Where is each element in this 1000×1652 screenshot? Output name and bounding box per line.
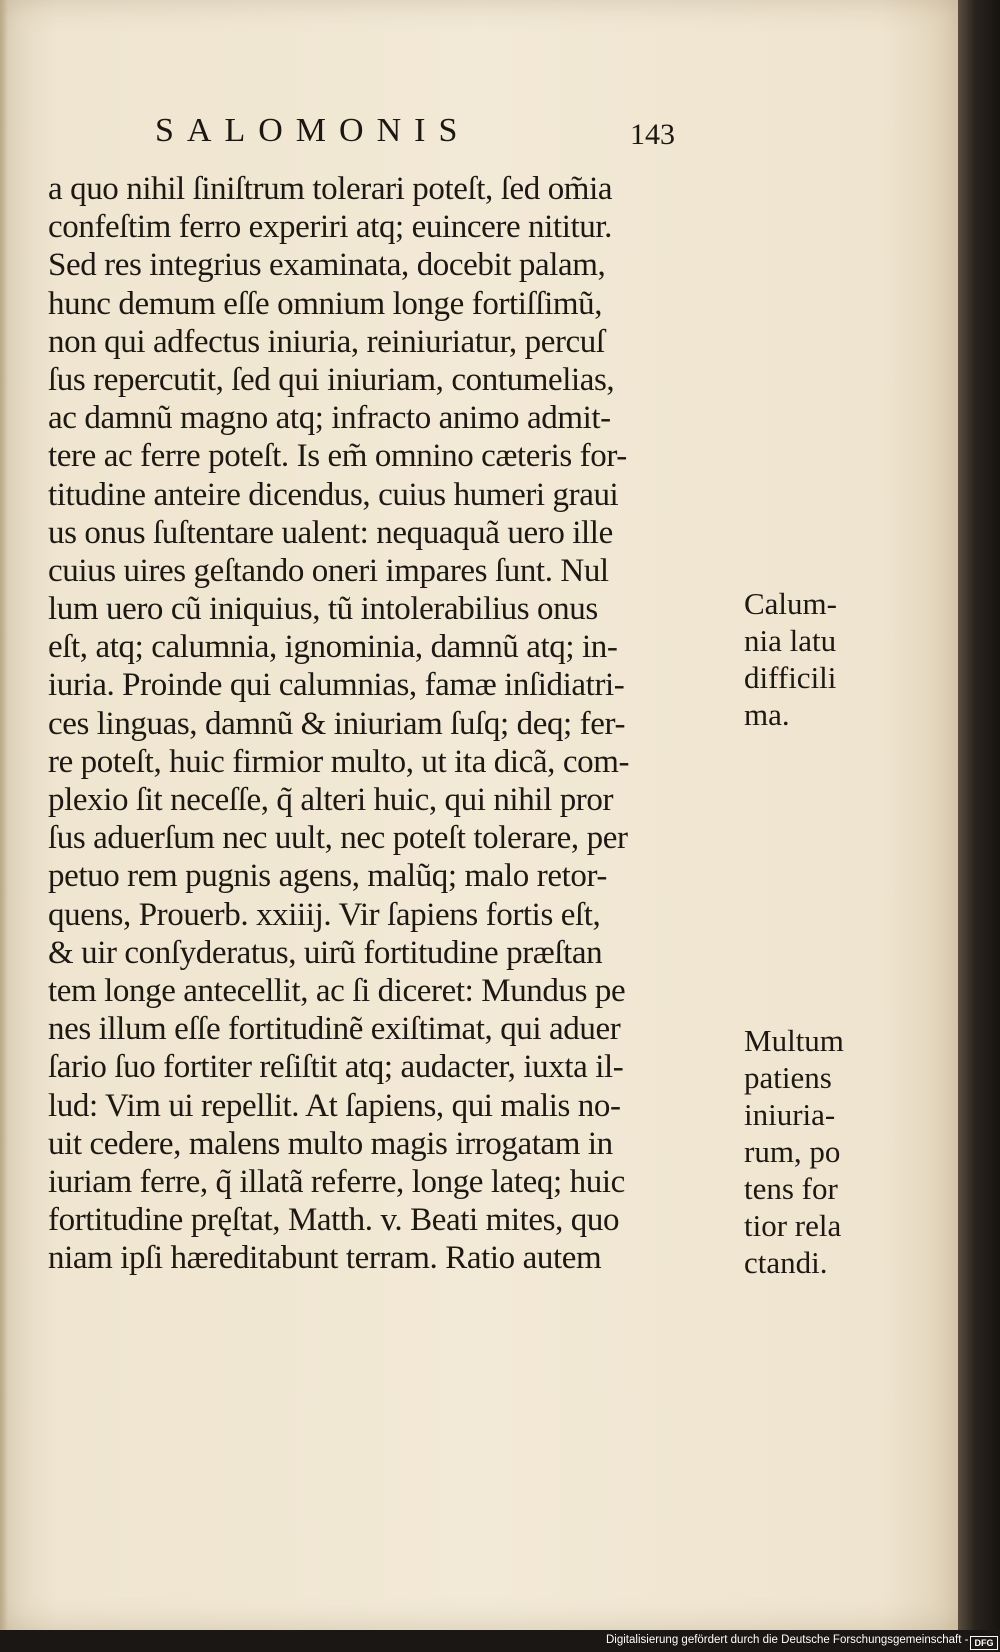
text-line: & uir conſyderatus, uirũ fortitudine præſtan bbox=[48, 934, 603, 971]
text-line: ac damnũ magno atq; infracto animo admit- bbox=[48, 400, 611, 437]
text-line: quens, Prouerb. xxiiij. Vir ſapiens fortis eſt, bbox=[48, 896, 601, 933]
text-line: us onus ſuſtentare ualent: nequaquã uero ille bbox=[48, 514, 613, 551]
digitization-credit: Digitalisierung gefördert durch die Deutsche Forschungsgemeinschaft - bbox=[606, 1634, 969, 1646]
text-line: uit cedere, malens multo magis irrogatam in bbox=[48, 1125, 613, 1162]
margin-note-line: tens for bbox=[744, 1171, 838, 1206]
text-line: petuo rem pugnis agens, malũq; malo retor- bbox=[48, 858, 607, 895]
text-line: tere ac ferre poteſt. Is em̃ omnino cæteris for- bbox=[48, 438, 627, 475]
text-line: re poteſt, huic firmior multo, ut ita dicã, com- bbox=[48, 743, 630, 780]
margin-note-line: ma. bbox=[744, 697, 790, 732]
margin-note-line: Calum- bbox=[744, 586, 837, 621]
text-line: Sed res integrius examinata, docebit palam, bbox=[48, 247, 606, 284]
text-line: plexio ſit neceſſe, q̃ alteri huic, qui nihil pror bbox=[48, 782, 614, 818]
margin-note-line: ctandi. bbox=[744, 1245, 828, 1280]
text-line: titudine anteire dicendus, cuius humeri graui bbox=[48, 476, 619, 513]
text-line: iuria. Proinde qui calumnias, famæ inſidiatri- bbox=[48, 667, 625, 704]
running-title: SALOMONIS bbox=[155, 112, 471, 149]
text-line: nes illum eſſe fortitudinẽ exiſtimat, qui aduer bbox=[48, 1011, 621, 1048]
text-line: ſus aduerſum nec uult, nec poteſt tolerare, per bbox=[48, 820, 628, 857]
text-line: tem longe antecellit, ac ſi diceret: Mundus pe bbox=[48, 972, 626, 1009]
text-line: ces linguas, damnũ & iniuriam ſuſq; deq; fer- bbox=[48, 705, 626, 742]
dfg-logo: DFG bbox=[970, 1636, 998, 1650]
text-line: non qui adfectus iniuria, reiniuriatur, percuſ bbox=[48, 323, 605, 360]
page-gutter-shadow bbox=[0, 0, 8, 1630]
text-line: lum uero cũ iniquius, tũ intolerabilius onus bbox=[48, 591, 598, 628]
margin-note-line: difficili bbox=[744, 660, 837, 695]
text-line: niam ipſi hæreditabunt terram. Ratio autem bbox=[48, 1240, 602, 1277]
text-line: ſus repercutit, ſed qui iniuriam, contumelias, bbox=[48, 361, 615, 398]
text-line: ſario ſuo fortiter reſiſtit atq; audacter, iuxta il- bbox=[48, 1049, 624, 1086]
margin-note-line: Multum bbox=[744, 1023, 844, 1058]
text-line: confeſtim ferro experiri atq; euincere nititur. bbox=[48, 209, 612, 246]
margin-note-line: iniuria- bbox=[744, 1097, 836, 1132]
book-edge bbox=[958, 0, 1000, 1630]
margin-note-calumnia bbox=[744, 585, 837, 733]
text-line: a quo nihil ſiniſtrum tolerari poteſt, ſed om̃ia bbox=[48, 171, 613, 207]
text-line: cuius uires geſtando oneri impares ſunt. Nul bbox=[48, 552, 609, 589]
text-line: eſt, atq; calumnia, ignominia, damnũ atq; in- bbox=[48, 629, 618, 666]
margin-note-line: nia latu bbox=[744, 623, 837, 658]
text-line: hunc demum eſſe omnium longe fortiſſimũ, bbox=[48, 285, 603, 322]
text-line: fortitudine pręſtat, Matth. v. Beati mites, quo bbox=[48, 1202, 620, 1239]
text-line: lud: Vim ui repellit. At ſapiens, qui malis no- bbox=[48, 1087, 621, 1124]
page-number: 143 bbox=[630, 118, 675, 151]
margin-note-line: patiens bbox=[744, 1060, 832, 1095]
margin-note-line: rum, po bbox=[744, 1134, 841, 1169]
main-text-block bbox=[48, 170, 738, 1277]
text-line: iuriam ferre, q̃ illatã referre, longe lateq; huic bbox=[48, 1163, 625, 1200]
margin-note-line: tior rela bbox=[744, 1208, 842, 1243]
margin-note-multum-patiens bbox=[744, 1022, 844, 1281]
